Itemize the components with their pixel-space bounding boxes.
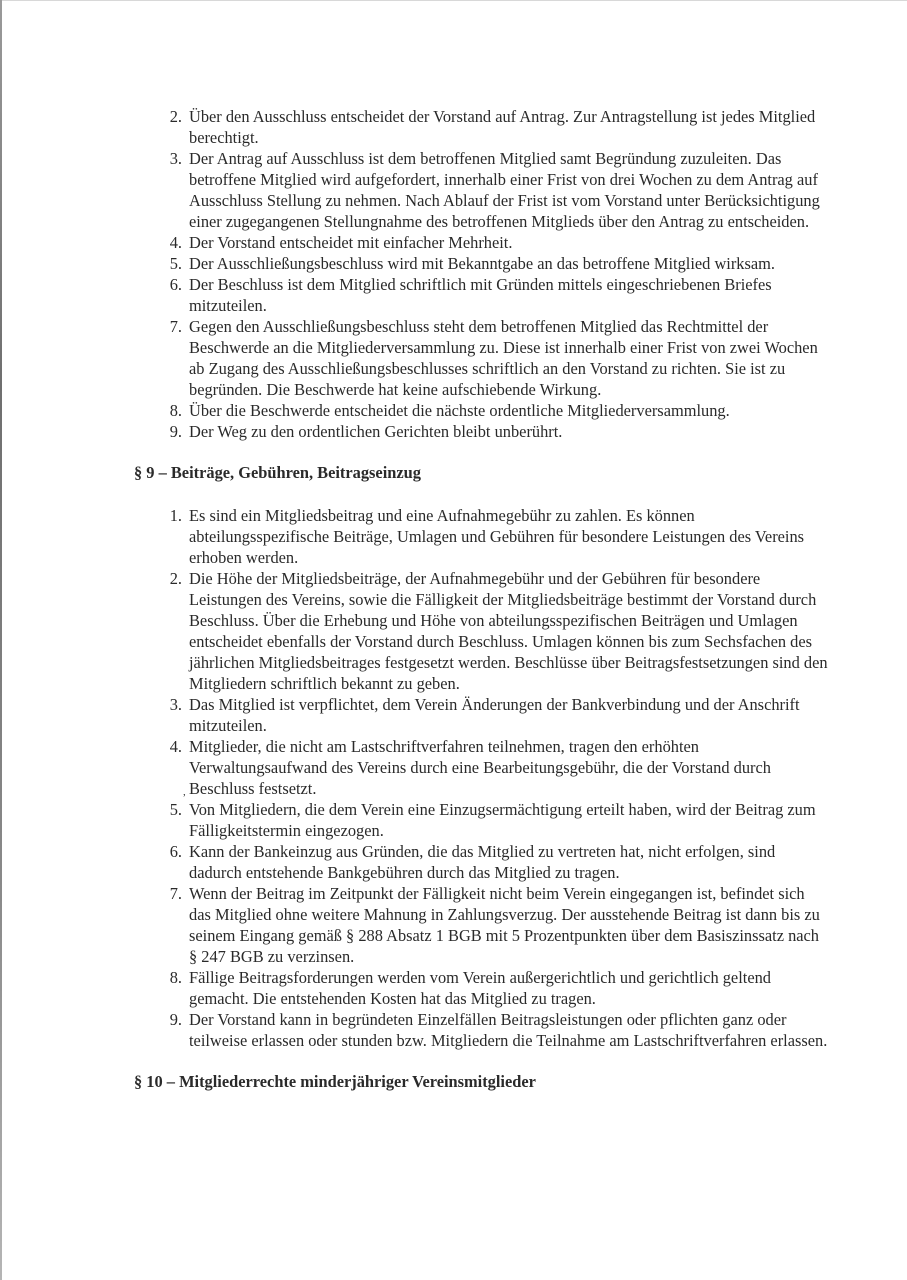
item-text: Der Vorstand entscheidet mit einfacher Mehrheit. <box>189 233 513 252</box>
section-9-heading: § 9 – Beiträge, Gebühren, Beitragseinzug <box>134 463 421 482</box>
list-item <box>169 148 829 232</box>
list-item <box>169 967 829 1009</box>
item-text: Fällige Beitragsforderungen werden vom Verein außergerichtlich und gerichtlich geltend gemacht. Die entstehenden Kosten hat das Mitglied zu tragen. <box>189 968 771 1008</box>
item-number: 8. <box>169 401 182 420</box>
item-number: 6. <box>169 275 182 294</box>
section-9-list <box>0 505 907 1051</box>
list-item <box>169 316 829 400</box>
list-item <box>169 799 829 841</box>
list-item <box>169 505 829 568</box>
item-number: 9. <box>169 422 182 441</box>
item-number: 1. <box>169 506 182 525</box>
item-number: 7. <box>169 317 182 336</box>
item-text: Über den Ausschluss entscheidet der Vorstand auf Antrag. Zur Antragstellung ist jedes Mitglied berechtigt. <box>189 107 816 147</box>
document-page <box>0 106 907 1092</box>
list-item <box>169 421 829 442</box>
item-number: 4. <box>169 737 182 756</box>
item-text: Der Ausschließungsbeschluss wird mit Bekanntgabe an das betroffene Mitglied wirksam. <box>189 254 775 273</box>
item-text: Von Mitgliedern, die dem Verein eine Einzugsermächtigung erteilt haben, wird der Beitrag zum Fälligkeitstermin eingezogen. <box>189 800 816 840</box>
item-text: Der Beschluss ist dem Mitglied schriftlich mit Gründen mittels eingeschriebenen Briefes mitzuteilen. <box>189 275 772 315</box>
item-number: 3. <box>169 149 182 168</box>
scan-stray-mark: , <box>183 786 186 798</box>
list-item <box>169 106 829 148</box>
item-text: Es sind ein Mitgliedsbeitrag und eine Aufnahmegebühr zu zahlen. Es können abteilungsspezifische Beiträge, Umlagen und Gebühren für besondere Leistungen des Vereins erhoben werden. <box>189 506 805 567</box>
list-item <box>169 253 829 274</box>
item-text: Mitglieder, die nicht am Lastschriftverfahren teilnehmen, tragen den erhöhten Verwaltungsaufwand des Vereins durch eine Bearbeitungsgebühr, die der Vorstand durch Beschluss festsetzt. <box>189 737 771 798</box>
item-text: Die Höhe der Mitgliedsbeiträge, der Aufnahmegebühr und der Gebühren für besondere Leistungen des Vereins, sowie die Fälligkeit der Mitgliedsbeiträge bestimmt der Vorstand durch Beschluss. Über die Erhebung und Höhe von abteilungsspezifischen Beiträgen und Umlagen entscheidet ebenfalls der Vorstand durch Beschluss. Umlagen können bis zum Sechsfachen des jährlichen Mitgliedsbeitrages festgesetzt werden. Beschlüsse über Beitragsfestsetzungen sind den Mitgliedern schriftlich bekannt zu geben. <box>189 569 828 693</box>
item-text: Der Weg zu den ordentlichen Gerichten bleibt unberührt. <box>189 422 563 441</box>
list-item <box>169 883 829 967</box>
item-text: Wenn der Beitrag im Zeitpunkt der Fälligkeit nicht beim Verein eingegangen ist, befindet sich das Mitglied ohne weitere Mahnung in Zahlungsverzug. Der ausstehende Beitrag ist dann bis zu seinem Eingang gemäß § 288 Absatz 1 BGB mit 5 Prozentpunkten über dem Basiszinssatz nach § 247 BGB zu verzinsen. <box>189 884 820 966</box>
item-text: Über die Beschwerde entscheidet die nächste ordentliche Mitgliederversammlung. <box>189 401 730 420</box>
section-8-list <box>0 106 907 442</box>
item-number: 2. <box>169 569 182 588</box>
item-text: Der Vorstand kann in begründeten Einzelfällen Beitragsleistungen oder pflichten ganz oder teilweise erlassen oder stunden bzw. Mitgliedern die Teilnahme am Lastschriftverfahren erlassen. <box>189 1010 828 1050</box>
item-number: 5. <box>169 254 182 273</box>
item-text: Gegen den Ausschließungsbeschluss steht dem betroffenen Mitglied das Rechtmittel der Beschwerde an die Mitgliederversammlung zu. Diese ist innerhalb einer Frist von zwei Wochen ab Zugang des Ausschließungsbeschlusses schriftlich an den Vorstand zu richten. Sie ist zu begründen. Die Beschwerde hat keine aufschiebende Wirkung. <box>189 317 818 399</box>
section-10-heading: § 10 – Mitgliederrechte minderjähriger Vereinsmitglieder <box>134 1072 536 1091</box>
scan-top-edge <box>0 0 907 1</box>
list-item <box>169 274 829 316</box>
list-item <box>169 1009 829 1051</box>
list-item <box>169 841 829 883</box>
list-item <box>169 232 829 253</box>
item-number: 8. <box>169 968 182 987</box>
item-number: 6. <box>169 842 182 861</box>
list-item <box>169 694 829 736</box>
item-number: 4. <box>169 233 182 252</box>
item-number: 5. <box>169 800 182 819</box>
list-item <box>169 736 829 799</box>
item-text: Kann der Bankeinzug aus Gründen, die das Mitglied zu vertreten hat, nicht erfolgen, sind dadurch entstehende Bankgebühren durch das Mitglied zu tragen. <box>189 842 776 882</box>
list-item <box>169 568 829 694</box>
list-item <box>169 400 829 421</box>
item-number: 3. <box>169 695 182 714</box>
item-number: 7. <box>169 884 182 903</box>
item-text: Das Mitglied ist verpflichtet, dem Verein Änderungen der Bankverbindung und der Anschrift mitzuteilen. <box>189 695 800 735</box>
item-text: Der Antrag auf Ausschluss ist dem betroffenen Mitglied samt Begründung zuzuleiten. Das betroffene Mitglied wird aufgefordert, innerhalb einer Frist von drei Wochen zu dem Antrag auf Ausschluss Stellung zu nehmen. Nach Ablauf der Frist ist vom Vorstand unter Berücksichtigung einer zugegangenen Stellungnahme des betroffenen Mitglieds über den Antrag zu entscheiden. <box>189 149 820 231</box>
item-number: 9. <box>169 1010 182 1029</box>
item-number: 2. <box>169 107 182 126</box>
